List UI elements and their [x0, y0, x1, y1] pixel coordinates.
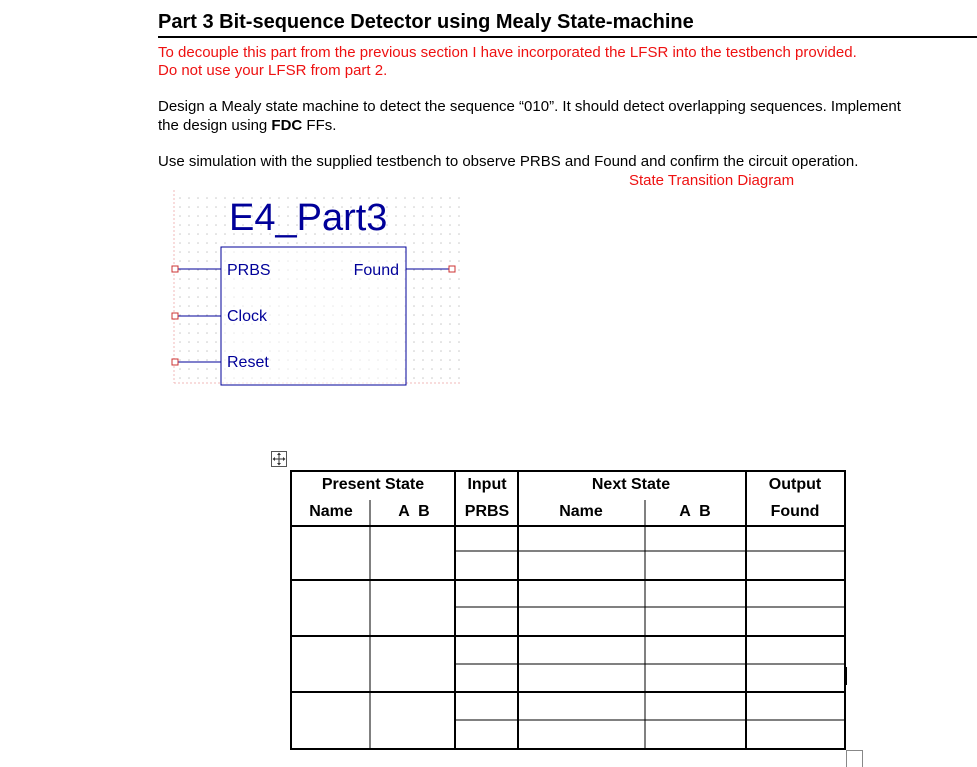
simulation-instructions: Use simulation with the supplied testbench to observe PRBS and Found and confirm the circuit operation.: [158, 153, 859, 170]
header-input: Input: [467, 476, 507, 493]
header-output: Output: [768, 476, 822, 493]
notice-line-2: Do not use your LFSR from part 2.: [158, 62, 388, 79]
header-next-name: Name: [559, 503, 603, 520]
clock-pin-label: Clock: [227, 308, 268, 325]
found-pin-label: Found: [353, 262, 399, 279]
present-name-cell[interactable]: [292, 693, 370, 748]
prbs-pin-label: PRBS: [227, 262, 271, 279]
present-ab-cell[interactable]: [371, 581, 455, 636]
present-ab-cell[interactable]: [371, 527, 455, 580]
notice-line-1: To decouple this part from the previous section I have incorporated the LFSR into the testbench provided.: [158, 44, 857, 61]
present-ab-cell[interactable]: [371, 693, 455, 748]
design-instructions-line-1: Design a Mealy state machine to detect the sequence “010”. It should detect overlapping sequences. Implement: [158, 98, 901, 115]
header-input-prbs: PRBS: [464, 503, 510, 520]
fdc-keyword: FDC: [271, 117, 303, 134]
present-ab-cell[interactable]: [371, 637, 455, 692]
design-instructions-line-2: [158, 117, 336, 135]
header-present-state: Present State: [321, 476, 425, 493]
table-resize-handle[interactable]: [846, 750, 863, 767]
header-present-ab: A B: [398, 503, 430, 520]
design-line-2-suffix: FFs.: [302, 117, 337, 134]
reset-pin-terminal[interactable]: [172, 359, 178, 365]
present-name-cell[interactable]: [292, 581, 370, 636]
title-underline: [158, 36, 977, 38]
symbol-name: E4_Part3: [229, 197, 388, 239]
design-line-2-prefix: the design using: [158, 117, 272, 134]
clock-pin-terminal[interactable]: [172, 313, 178, 319]
found-pin-terminal[interactable]: [449, 266, 455, 272]
table-move-handle[interactable]: [271, 451, 287, 467]
schematic-symbol: [170, 188, 465, 393]
move-arrows-icon: [272, 452, 286, 466]
state-table: [290, 470, 846, 750]
header-next-state: Next State: [591, 476, 671, 493]
reset-pin-label: Reset: [227, 354, 269, 371]
text-cursor: [846, 667, 847, 685]
state-transition-diagram-label: State Transition Diagram: [629, 172, 795, 189]
present-name-cell[interactable]: [292, 527, 370, 580]
header-present-name: Name: [309, 503, 353, 520]
present-name-cell[interactable]: [292, 637, 370, 692]
page-title: Part 3 Bit-sequence Detector using Mealy State-machine: [158, 11, 694, 33]
prbs-pin-terminal[interactable]: [172, 266, 178, 272]
header-output-found: Found: [770, 503, 820, 520]
header-next-ab: A B: [679, 503, 711, 520]
